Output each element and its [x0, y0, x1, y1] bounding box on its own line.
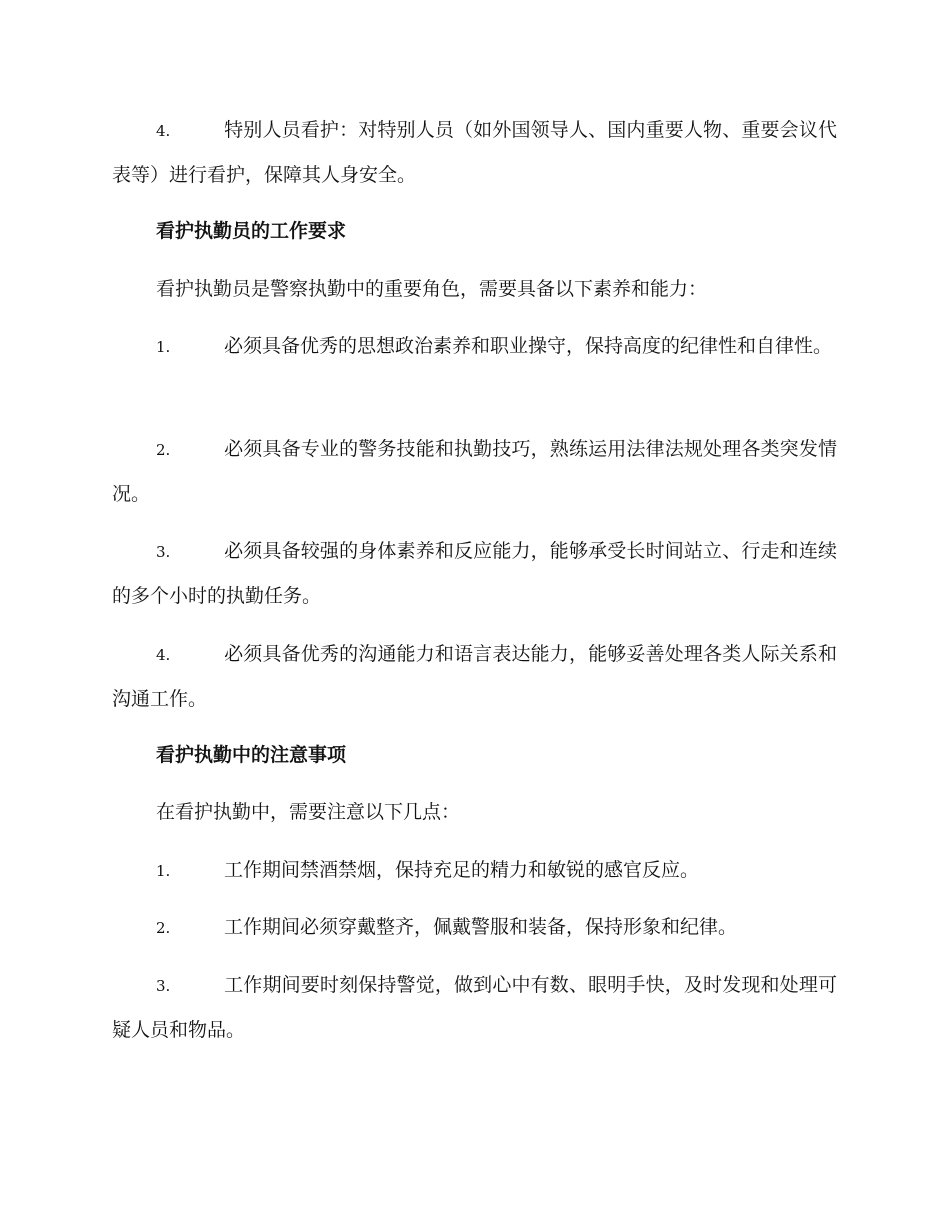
- list-item-text: 必须具备较强的身体素养和反应能力，能够承受长时间站立、行走和连续的多个小时的执勤任务。: [112, 540, 837, 607]
- list-item-text: 必须具备专业的警务技能和执勤技巧，熟练运用法律法规处理各类突发情况。: [112, 438, 837, 505]
- list-item: [112, 963, 837, 1052]
- list-item-number: 2.: [156, 919, 171, 937]
- list-item-number: 3.: [156, 977, 171, 995]
- list-item-text: 必须具备优秀的思想政治素养和职业操守，保持高度的纪律性和自律性。: [224, 335, 833, 357]
- section-heading-requirements: 看护执勤员的工作要求: [156, 220, 347, 242]
- list-item: [112, 529, 837, 618]
- list-item-text: 工作期间禁酒禁烟，保持充足的精力和敏锐的感官反应。: [224, 859, 700, 881]
- list-item: [112, 905, 837, 950]
- list-item-number: 1.: [156, 338, 171, 356]
- list-item-text: 特别人员看护：对特别人员（如外国领导人、国内重要人物、重要会议代表等）进行看护，保障其人身安全。: [112, 119, 837, 186]
- list-item: [112, 324, 837, 369]
- list-item-text: 工作期间要时刻保持警觉，做到心中有数、眼明手快，及时发现和处理可疑人员和物品。: [112, 974, 837, 1041]
- list-item-number: 4.: [156, 646, 171, 664]
- list-item-number: 1.: [156, 862, 171, 880]
- list-item: [112, 848, 837, 893]
- list-item: [112, 427, 837, 516]
- list-item-text: 必须具备优秀的沟通能力和语言表达能力，能够妥善处理各类人际关系和沟通工作。: [112, 643, 837, 710]
- list-item-number: 4.: [156, 122, 171, 140]
- list-item: [112, 632, 837, 721]
- section-heading-notes: 看护执勤中的注意事项: [156, 744, 347, 766]
- list-item-number: 3.: [156, 543, 171, 561]
- list-item-number: 2.: [156, 441, 171, 459]
- list-item-special-protection: [112, 108, 837, 197]
- list-item-text: 工作期间必须穿戴整齐，佩戴警服和装备，保持形象和纪律。: [224, 916, 738, 938]
- section-intro-notes: 在看护执勤中，需要注意以下几点：: [156, 801, 461, 823]
- section-intro-requirements: 看护执勤员是警察执勤中的重要角色，需要具备以下素养和能力：: [156, 278, 708, 300]
